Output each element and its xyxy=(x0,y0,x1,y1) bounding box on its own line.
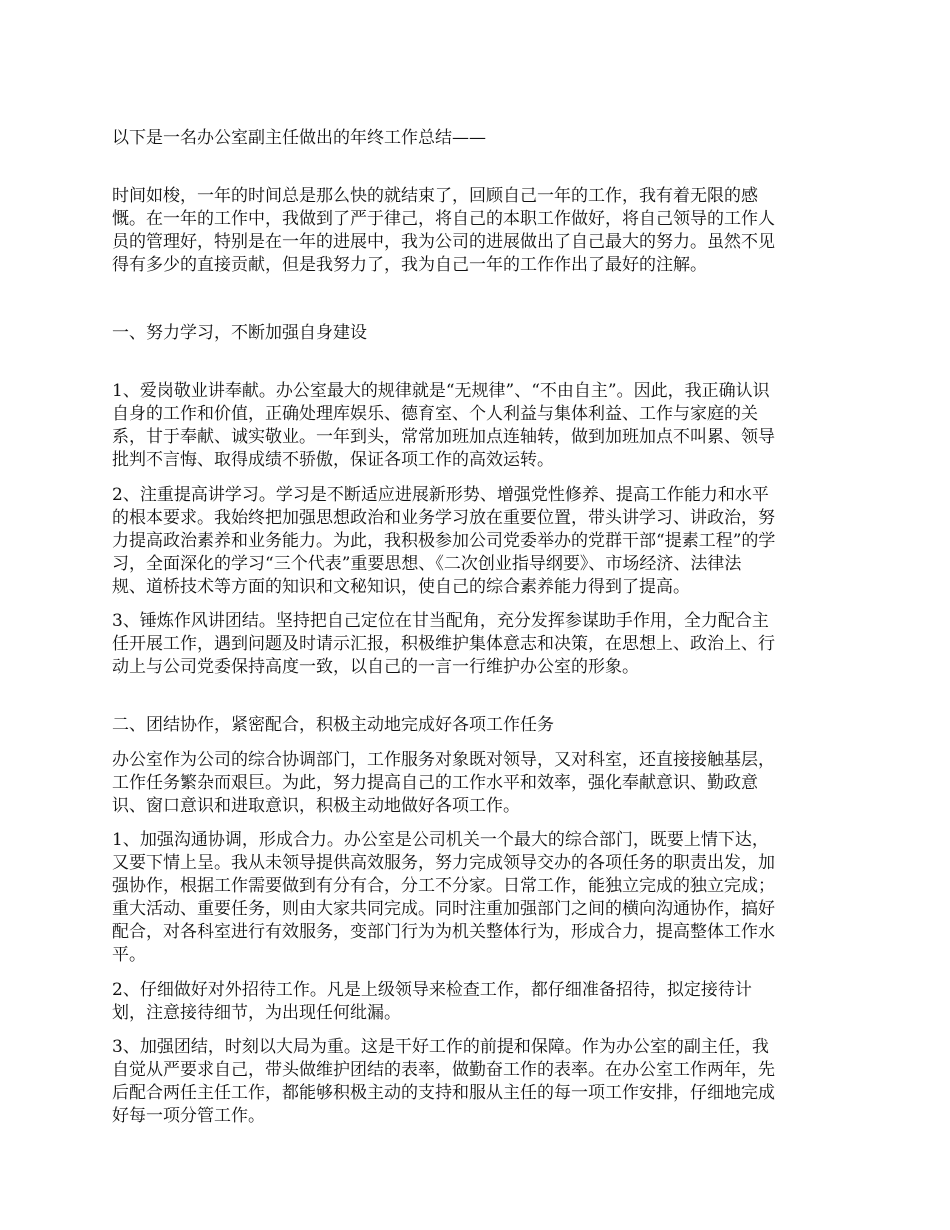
paragraph-line: 慨。在一年的工作中，我做到了严于律己，将自己的本职工作做好，将自己领导的工作人 xyxy=(112,209,775,229)
paragraph-line: 1、爱岗敬业讲奉献。办公室最大的规律就是“无规律”、“不由自主”。因此，我正确认识 xyxy=(112,381,770,401)
paragraph-line: 后配合两任主任工作，都能够积极主动的支持和服从主任的每一项工作安排，仔细地完成 xyxy=(112,1083,775,1103)
paragraph-line: 批判不言悔、取得成绩不骄傲，保证各项工作的高效运转。 xyxy=(112,450,554,470)
paragraph-line: 3、锤炼作风讲团结。坚持把自己定位在甘当配角，充分发挥参谋助手作用，全力配合主 xyxy=(112,611,769,631)
paragraph-line: 重大活动、重要任务，则由大家共同完成。同时注重加强部门之间的横向沟通协作，搞好 xyxy=(112,899,775,919)
paragraph-line: 动上与公司党委保持高度一致，以自己的一言一行维护办公室的形象。 xyxy=(112,657,639,677)
paragraph-line: 自身的工作和价值，正确处理库娱乐、德育室、个人利益与集体利益、工作与家庭的关 xyxy=(112,404,758,424)
intro-line: 以下是一名办公室副主任做出的年终工作总结—— xyxy=(112,128,486,148)
paragraph-line: 任开展工作，遇到问题及时请示汇报，积极维护集体意志和决策，在思想上、政治上、行 xyxy=(112,634,775,654)
paragraph-line: 配合，对各科室进行有效服务，变部门行为为机关整体行为，形成合力，提高整体工作水 xyxy=(112,922,775,942)
paragraph-line: 1、加强沟通协调，形成合力。办公室是公司机关一个最大的综合部门，既要上情下达， xyxy=(112,830,769,850)
paragraph-line: 时间如梭，一年的时间总是那么快的就结束了，回顾自己一年的工作，我有着无限的感 xyxy=(112,186,758,206)
paragraph-line: 工作任务繁杂而艰巨。为此，努力提高自己的工作水平和效率，强化奉献意识、勤政意 xyxy=(112,773,758,793)
paragraph-line: 2、仔细做好对外招待工作。凡是上级领导来检查工作，都仔细准备招待，拟定接待计 xyxy=(112,980,752,1000)
paragraph-line: 3、加强团结，时刻以大局为重。这是干好工作的前提和保障。作为办公室的副主任，我 xyxy=(112,1037,769,1057)
paragraph-line: 办公室作为公司的综合协调部门，工作服务对象既对领导，又对科室，还直接接触基层， xyxy=(112,750,775,770)
paragraph-line: 划，注意接待细节，为出现任何纰漏。 xyxy=(112,1003,401,1023)
paragraph-line: 力提高政治素养和业务能力。为此，我积极参加公司党委举办的党群干部“提素工程”的学 xyxy=(112,531,776,551)
section-heading: 一、努力学习，不断加强自身建设 xyxy=(112,323,367,343)
paragraph-line: 2、注重提高讲学习。学习是不断适应进展新形势、增强党性修养、提高工作能力和水平 xyxy=(112,485,769,505)
paragraph-line: 强协作，根据工作需要做到有分有合，分工不分家。日常工作，能独立完成的独立完成； xyxy=(112,876,775,896)
paragraph-line: 得有多少的直接贡献，但是我努力了，我为自己一年的工作作出了最好的注解。 xyxy=(112,255,707,275)
paragraph-line: 的根本要求。我始终把加强思想政治和业务学习放在重要位置，带头讲学习、讲政治，努 xyxy=(112,508,775,528)
paragraph-line: 员的管理好，特别是在一年的进展中，我为公司的进展做出了自己最大的努力。虽然不见 xyxy=(112,232,775,252)
paragraph-line: 系，甘于奉献、诚实敬业。一年到头，常常加班加点连轴转，做到加班加点不叫累、领导 xyxy=(112,427,775,447)
paragraph-line: 识、窗口意识和进取意识，积极主动地做好各项工作。 xyxy=(112,796,520,816)
paragraph-line: 自觉从严要求自己，带头做维护团结的表率，做勤奋工作的表率。在办公室工作两年，先 xyxy=(112,1060,775,1080)
section-heading: 二、团结协作，紧密配合，积极主动地完成好各项工作任务 xyxy=(112,715,554,735)
paragraph-line: 好每一项分管工作。 xyxy=(112,1106,265,1126)
paragraph-line: 规、道桥技术等方面的知识和文秘知识，使自己的综合素养能力得到了提高。 xyxy=(112,577,690,597)
paragraph-line: 又要下情上呈。我从未领导提供高效服务，努力完成领导交办的各项任务的职责出发，加 xyxy=(112,853,775,873)
paragraph-line: 习，全面深化的学习“三个代表”重要思想、《二次创业指导纲要》、市场经济、法律法 xyxy=(112,554,742,574)
paragraph-line: 平。 xyxy=(112,945,146,965)
